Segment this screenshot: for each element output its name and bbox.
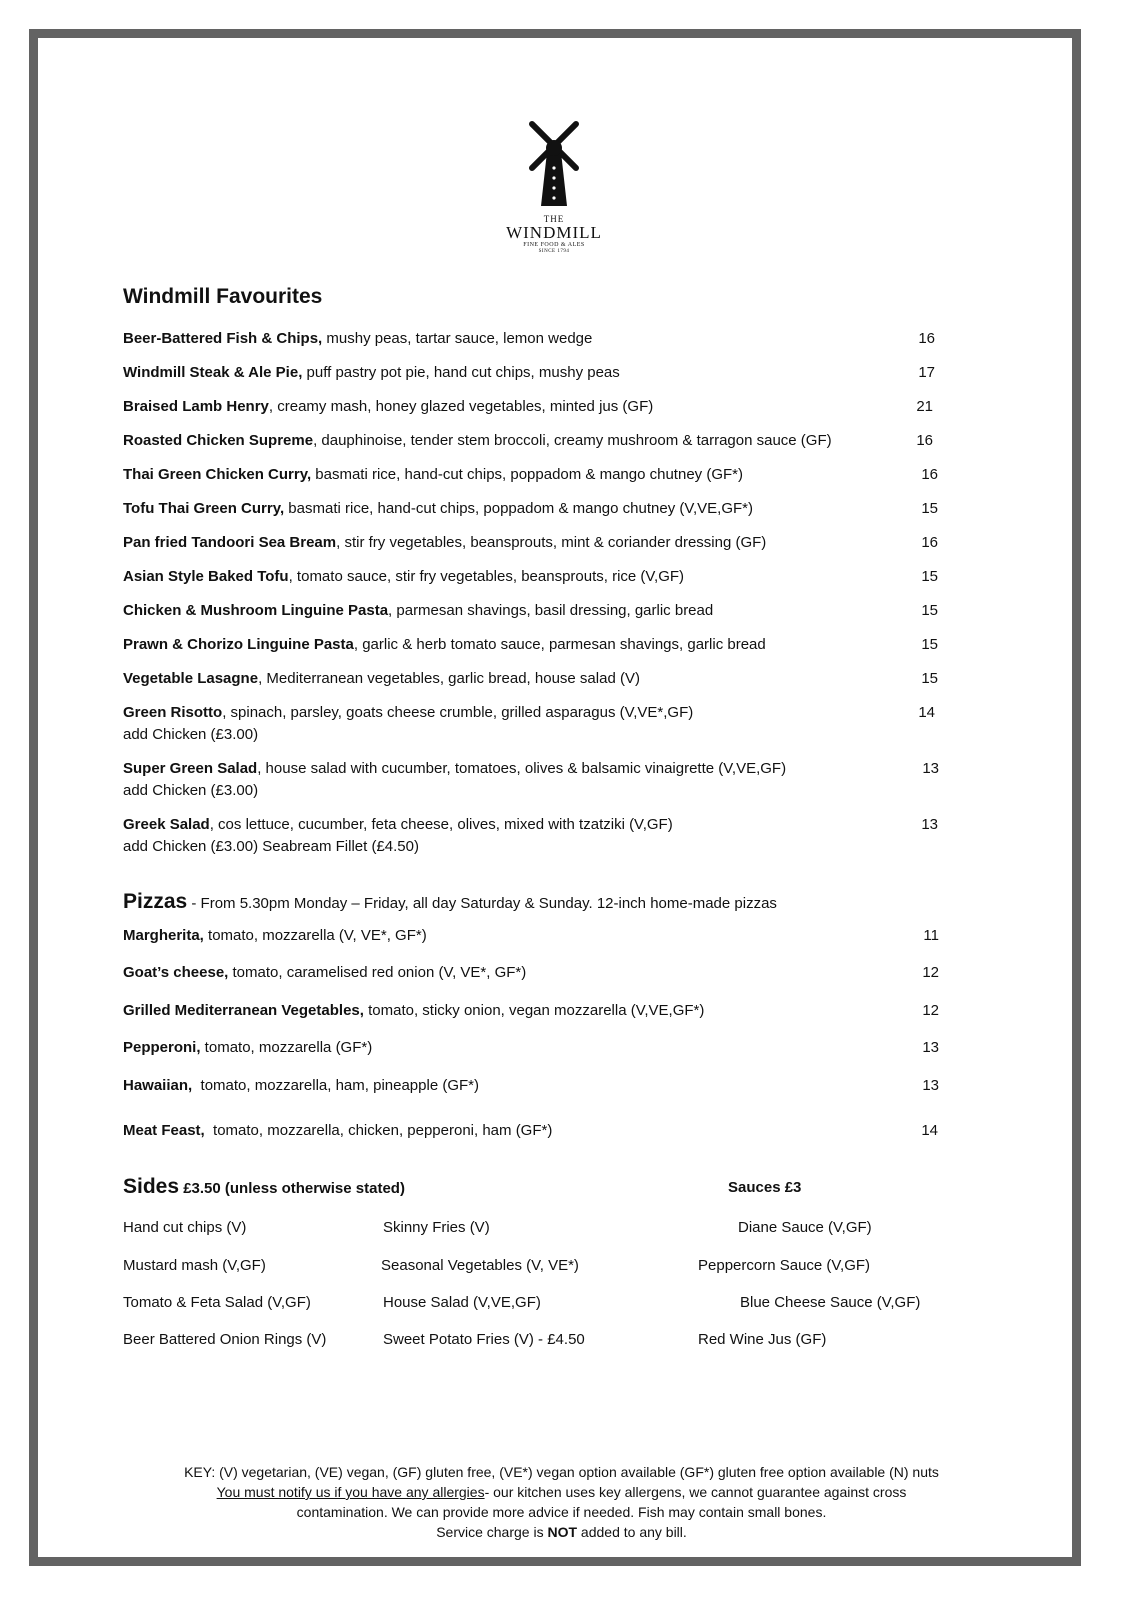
dish-add-on: add Chicken (£3.00) [123, 782, 259, 799]
side-item: Beer Battered Onion Rings (V) [123, 1331, 327, 1348]
allergy-warning-underlined: You must notify us if you have any allergies [216, 1484, 485, 1500]
logo-since: SINCE 1794 [538, 249, 570, 254]
dish-name: Grilled Mediterranean Vegetables, [123, 1002, 364, 1019]
dish-name: Margherita, [123, 927, 204, 944]
menu-item [123, 668, 640, 690]
dish-price: 13 [921, 816, 938, 833]
logo-the: THE [543, 214, 565, 224]
dish-description: tomato, mozzarella, ham, pineapple (GF*) [192, 1077, 479, 1094]
dish-name: Vegetable Lasagne [123, 670, 259, 687]
side-item: Hand cut chips (V) [123, 1219, 247, 1236]
pizzas-title: Pizzas [123, 890, 188, 913]
dish-name: Green Risotto [123, 704, 223, 721]
dish-name: Hawaiian, [123, 1077, 193, 1094]
dish-description: tomato, mozzarella (V, VE*, GF*) [203, 927, 427, 944]
dish-description: , cos lettuce, cucumber, feta cheese, olives, mixed with tzatziki (V,GF) [209, 816, 673, 833]
dish-price: 12 [922, 964, 939, 981]
dish-description: , parmesan shavings, basil dressing, garlic bread [388, 602, 714, 619]
dish-description: basmati rice, hand-cut chips, poppadom & mango chutney (V,VE,GF*) [284, 500, 753, 517]
sauce-item: Peppercorn Sauce (V,GF) [698, 1257, 871, 1274]
dish-description: tomato, mozzarella, chicken, pepperoni, ham (GF*) [204, 1122, 553, 1139]
logo-tagline: FINE FOOD & ALES [523, 242, 585, 248]
dish-add-on: add Chicken (£3.00) [123, 726, 259, 743]
dish-description: , dauphinoise, tender stem broccoli, creamy mushroom & tarragon sauce (GF) [313, 432, 832, 449]
dish-price: 15 [921, 602, 938, 619]
dish-description: tomato, sticky onion, vegan mozzarella (V,VE,GF*) [363, 1002, 705, 1019]
dish-name: Braised Lamb Henry [123, 398, 269, 415]
dish-price: 15 [921, 636, 938, 653]
dish-description: mushy peas, tartar sauce, lemon wedge [322, 330, 593, 347]
side-item: Skinny Fries (V) [383, 1219, 490, 1236]
dish-description: puff pastry pot pie, hand cut chips, mushy peas [302, 364, 620, 381]
contamination-notice: contamination. We can provide more advice if needed. Fish may contain small bones. [296, 1504, 827, 1520]
dish-name: Super Green Salad [123, 760, 258, 777]
menu-item [123, 362, 620, 384]
menu-item [123, 962, 526, 984]
dish-price: 16 [921, 534, 938, 551]
service-text-after: added to any bill. [577, 1524, 687, 1540]
dish-price: 16 [916, 432, 933, 449]
dish-name: Pepperoni, [123, 1039, 201, 1056]
dish-price: 15 [921, 568, 938, 585]
menu-item [123, 758, 786, 802]
sauce-item: Blue Cheese Sauce (V,GF) [740, 1294, 921, 1311]
dish-add-on: add Chicken (£3.00) Seabream Fillet (£4.50) [123, 838, 419, 855]
service-not: NOT [547, 1524, 578, 1540]
dish-price: 21 [916, 398, 933, 415]
dish-description: basmati rice, hand-cut chips, poppadom & mango chutney (GF*) [311, 466, 743, 483]
sides-subtitle: £3.50 (unless otherwise stated) [179, 1180, 405, 1197]
windmill-icon [522, 118, 586, 210]
allergen-key-footer [100, 1462, 1023, 1542]
logo-name: WINDMILL [506, 223, 602, 242]
dish-description: , Mediterranean vegetables, garlic bread, house salad (V) [258, 670, 640, 687]
dish-description: , house salad with cucumber, tomatoes, olives & balsamic vinaigrette (V,VE,GF) [257, 760, 787, 777]
dish-price: 13 [922, 760, 939, 777]
side-item: House Salad (V,VE,GF) [383, 1294, 541, 1311]
dish-name: Thai Green Chicken Curry, [123, 466, 312, 483]
pizzas-note: - From 5.30pm Monday – Friday, all day Saturday & Sunday. 12-inch home-made pizzas [187, 895, 777, 912]
side-item: Tomato & Feta Salad (V,GF) [123, 1294, 311, 1311]
side-item: Sweet Potato Fries (V) - £4.50 [383, 1331, 585, 1348]
sauces-title: Sauces £3 [728, 1179, 802, 1196]
menu-item [123, 1037, 372, 1059]
dish-price: 15 [921, 500, 938, 517]
side-item: Mustard mash (V,GF) [123, 1257, 266, 1274]
menu-item [123, 396, 653, 418]
dish-name: Beer-Battered Fish & Chips, [123, 330, 323, 347]
sauce-item: Red Wine Jus (GF) [698, 1331, 827, 1348]
dish-name: Prawn & Chorizo Linguine Pasta [123, 636, 354, 653]
menu-item [123, 1120, 552, 1142]
sides-title: Sides [123, 1175, 180, 1198]
dish-price: 16 [921, 466, 938, 483]
dish-name: Roasted Chicken Supreme [123, 432, 314, 449]
menu-item [123, 464, 743, 486]
menu-item [123, 814, 673, 858]
dish-description: tomato, caramelised red onion (V, VE*, GF*) [228, 964, 527, 981]
menu-item [123, 634, 766, 656]
dish-description: , creamy mash, honey glazed vegetables, minted jus (GF) [268, 398, 654, 415]
menu-item [123, 328, 592, 350]
dish-price: 16 [918, 330, 935, 347]
dish-price: 13 [922, 1077, 939, 1094]
menu-item [123, 702, 693, 746]
sides-header [123, 1175, 405, 1199]
dish-price: 11 [923, 927, 939, 944]
dish-price: 17 [918, 364, 935, 381]
dish-description: , garlic & herb tomato sauce, parmesan shavings, garlic bread [353, 636, 766, 653]
menu-item [123, 430, 832, 452]
menu-item [123, 1075, 479, 1097]
dish-name: Meat Feast, [123, 1122, 205, 1139]
dish-name: Chicken & Mushroom Linguine Pasta [123, 602, 389, 619]
menu-item [123, 566, 684, 588]
dish-price: 14 [921, 1122, 938, 1139]
sauce-item: Diane Sauce (V,GF) [738, 1219, 872, 1236]
dish-name: Goat’s cheese, [123, 964, 229, 981]
allergen-key: KEY: (V) vegetarian, (VE) vegan, (GF) gluten free, (VE*) vegan option available (GF*) gluten free option available (N) nuts [184, 1464, 939, 1480]
dish-price: 13 [922, 1039, 939, 1056]
side-item: Seasonal Vegetables (V, VE*) [381, 1257, 579, 1274]
dish-name: Pan fried Tandoori Sea Bream [123, 534, 337, 551]
dish-description: , stir fry vegetables, beansprouts, mint & coriander dressing (GF) [336, 534, 767, 551]
dish-description: tomato, mozzarella (GF*) [200, 1039, 373, 1056]
dish-price: 15 [921, 670, 938, 687]
favourites-title: Windmill Favourites [123, 285, 323, 308]
dish-name: Asian Style Baked Tofu [123, 568, 289, 585]
dish-name: Greek Salad [123, 816, 210, 833]
pizzas-header [123, 890, 777, 914]
windmill-logo [494, 118, 614, 255]
menu-item [123, 600, 713, 622]
menu-item [123, 532, 766, 554]
dish-name: Windmill Steak & Ale Pie, [123, 364, 303, 381]
allergy-warning-rest: - our kitchen uses key allergens, we cannot guarantee against cross [484, 1484, 907, 1500]
menu-item [123, 1000, 704, 1022]
dish-price: 12 [922, 1002, 939, 1019]
service-charge-notice [100, 1522, 1023, 1542]
menu-item [123, 498, 753, 520]
dish-description: , tomato sauce, stir fry vegetables, beansprouts, rice (V,GF) [288, 568, 685, 585]
menu-item [123, 925, 427, 947]
dish-price: 14 [918, 704, 935, 721]
dish-name: Tofu Thai Green Curry, [123, 500, 285, 517]
allergy-notice [100, 1482, 1023, 1502]
dish-description: , spinach, parsley, goats cheese crumble, grilled asparagus (V,VE*,GF) [222, 704, 694, 721]
service-text-before: Service charge is [436, 1524, 548, 1540]
